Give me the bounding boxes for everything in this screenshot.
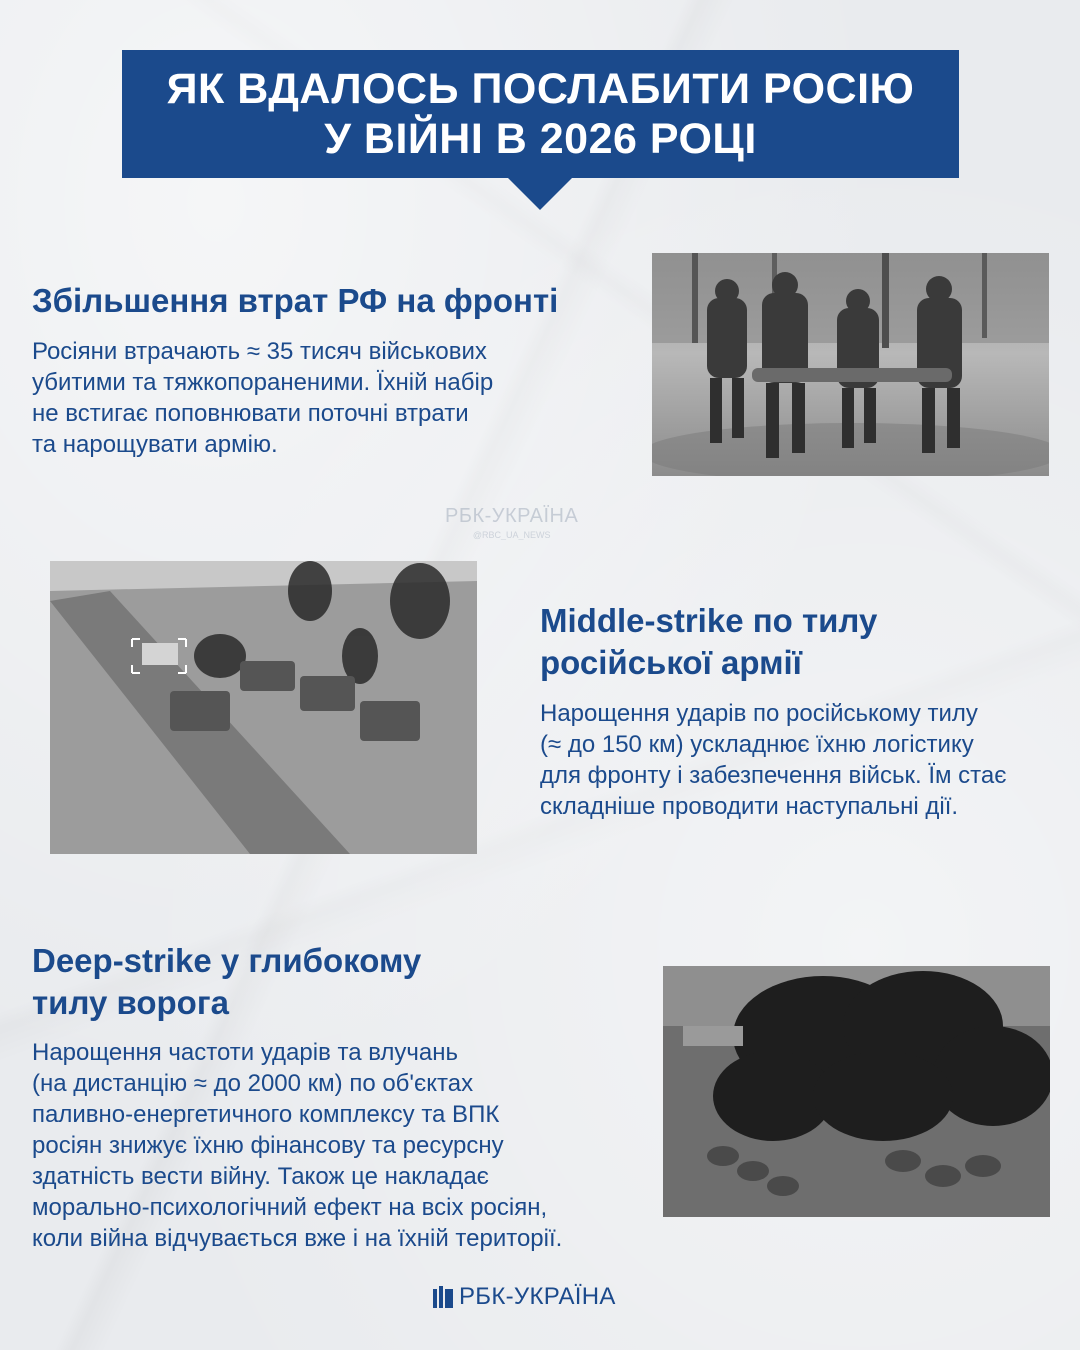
section-3-heading-line: Deep-strike у глибокому: [32, 942, 422, 979]
section-2-heading: [540, 600, 877, 684]
watermark-name: РБК-УКРАЇНА: [445, 505, 579, 527]
burning-oil-depot-aerial-photo: [663, 966, 1050, 1217]
section-1-body-line: убитими та тяжкопораненими. Їхній набір: [32, 369, 494, 396]
section-3-body-line: морально-психологічний ефект на всіх росіян,: [32, 1194, 548, 1221]
section-3-body-line: (на дистанцію ≈ до 2000 км) по об'єктах: [32, 1070, 474, 1097]
title-pointer: [508, 178, 572, 210]
page-title-line-2: У ВІЙНІ В 2026 РОЦІ: [324, 115, 757, 163]
section-3-body-line: Нарощення частоти ударів та влучань: [32, 1039, 459, 1066]
section-2-body-line: складніше проводити наступальні дії.: [540, 793, 959, 820]
section-1-body-line: не встигає поповнювати поточні втрати: [32, 400, 469, 427]
footer-brand: [433, 1283, 616, 1311]
section-3-body-line: росіян знижує їхню фінансову та ресурсну: [32, 1132, 504, 1159]
page-title-line-1: ЯК ВДАЛОСЬ ПОСЛАБИТИ РОСІЮ: [166, 65, 915, 113]
section-2-body-line: Нарощення ударів по російському тилу: [540, 700, 978, 727]
section-3-body-line: коли війна відчувається вже і на їхній території.: [32, 1225, 563, 1252]
section-1-body-line: Росіяни втрачають ≈ 35 тисяч військових: [32, 338, 487, 365]
section-1-heading-line: Збільшення втрат РФ на фронті: [32, 282, 559, 319]
section-3-body-line: здатність вести війну. Також це накладає: [32, 1163, 489, 1190]
section-3-heading-line: тилу ворога: [32, 984, 229, 1021]
section-1-heading: [32, 280, 558, 322]
section-3-body-line: паливно-енергетичного комплексу та ВПК: [32, 1101, 500, 1128]
section-3-heading: [32, 940, 421, 1024]
section-1-body: [32, 336, 493, 460]
brand-logo-icon: [433, 1286, 453, 1308]
title-banner: [122, 50, 959, 178]
watermark: [445, 505, 578, 540]
section-2-heading-line: російської армії: [540, 644, 802, 681]
section-2-body: [540, 698, 1007, 822]
section-2-body-line: (≈ до 150 км) ускладнює їхню логістику: [540, 731, 974, 758]
section-2-body-line: для фронту і забезпечення військ. Їм стає: [540, 762, 1007, 789]
soldiers-carrying-stretcher-photo: [652, 253, 1049, 476]
destroyed-convoy-aerial-photo: [50, 561, 477, 854]
watermark-handle: @RBC_UA_NEWS: [472, 530, 551, 540]
section-3-body: [32, 1037, 562, 1254]
section-2-heading-line: Middle-strike по тилу: [540, 602, 878, 639]
section-1-body-line: та нарощувати армію.: [32, 431, 278, 458]
brand-name: РБК-УКРАЇНА: [459, 1283, 616, 1310]
